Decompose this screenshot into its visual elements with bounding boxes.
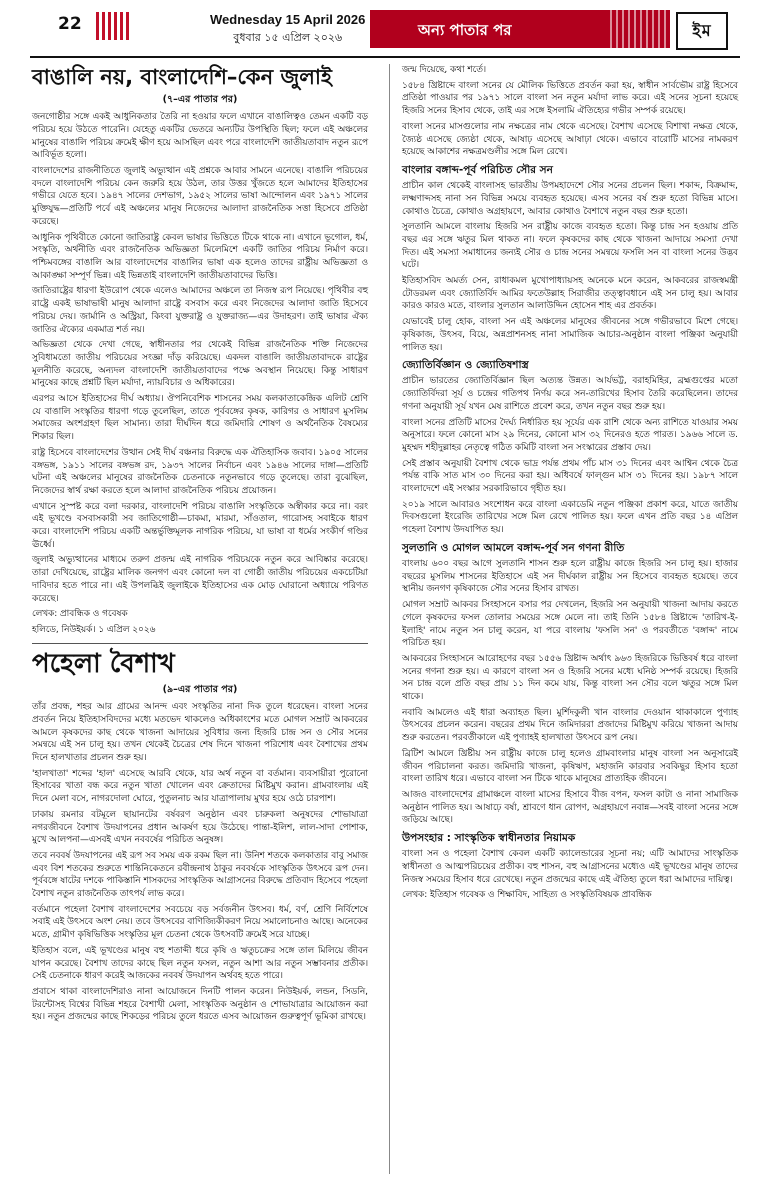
date-english: Wednesday 15 April 2026	[210, 12, 366, 27]
article-paragraph: প্রবাসে থাকা বাংলাদেশিরাও নানা আয়োজনে দিনটি পালন করেন। নিউইয়র্ক, লন্ডন, সিডনি, টরন্টোসহ বিশ্বের বিভিন্ন শহরে বৈশাখী মেলা, সাংস্কৃতিক অনুষ্ঠান ও শোভাযাত্রার আয়োজন করা হয়। নতুন প্রজন্মের কাছে শিকড়ের পরিচয় তুলে ধরতে এসব আয়োজন গুরুত্বপূর্ণ ভূমিকা রাখছে।	[32, 986, 368, 1023]
article-paragraph: যেভাবেই চালু হোক, বাংলা সন এই অঞ্চলের মানুষের জীবনের সঙ্গে গভীরভাবে মিশে গেছে। কৃষিকাজ, উৎসব, বিয়ে, অন্নপ্রাশনসহ নানা সামাজিক আচার-অনুষ্ঠান বাংলা পঞ্জিকা অনুযায়ী পালিত হয়।	[402, 317, 738, 353]
article-paragraph: বাংলাদেশের রাজনীতিতে জুলাই অভ্যুত্থান এই প্রশ্নকে আবার সামনে এনেছে। বাঙালি পরিচয়ের বদলে বাংলাদেশি পরিচয় কেন জরুরি হয়ে উঠল, তার উত্তর খুঁজতে হলে আমাদের ইতিহাসের গভীরে যেতে হবে। ১৯৪৭ সালের দেশভাগ, ১৯৫২ সালের ভাষা আন্দোলন এবং ১৯৭১ সালের মুক্তিযুদ্ধ—প্রতিটি পর্বে এই অঞ্চলের মানুষ নিজেদের আলাদা রাজনৈতিক সত্তা হিসেবে প্রতিষ্ঠা করেছে।	[32, 166, 368, 227]
page-number: 22	[58, 14, 82, 34]
section-banner	[370, 10, 670, 48]
left-column	[32, 64, 368, 1027]
article-paragraph: আকবরের সিংহাসনে আরোহণের বছর ১৫৫৬ খ্রিষ্টাব্দ অর্থাৎ ৯৬৩ হিজরিকে ভিত্তিবর্ষ ধরে বাংলা সনের গণনা শুরু হয়। এ কারণে বাংলা সন ও হিজরি সনের মধ্যে ঘনিষ্ঠ সম্পর্ক রয়েছে। হিজরি সন চান্দ্র বলে প্রতি বছর প্রায় ১১ দিন কমে যায়, কিন্তু বাংলা সন সৌর বলে ঋতুর সঙ্গে মিল থাকে।	[402, 653, 738, 703]
article-paragraph: অভিজ্ঞতা থেকে দেখা গেছে, স্বাধীনতার পর থেকেই বিভিন্ন রাজনৈতিক শক্তি নিজেদের সুবিধামতো জাতীয় পরিচয়ের সংজ্ঞা দাঁড় করিয়েছে। একদল বাঙালি জাতীয়তাবাদকে রাষ্ট্রের মূলনীতি করেছে, অন্যদল বাংলাদেশি জাতীয়তাবাদের পক্ষে অবস্থান নিয়েছে। কিন্তু সাধারণ মানুষের কাছে প্রশ্নটি ছিল মর্যাদা, ন্যায়বিচার ও অধিকারের।	[32, 340, 368, 389]
article-paragraph: ঢাকায় রমনার বটমূলে ছায়ানটের বর্ষবরণ অনুষ্ঠান এবং চারুকলা অনুষদের শোভাযাত্রা নগরজীবনে বৈশাখ উদযাপনের প্রধান আকর্ষণ হয়ে উঠেছে। পান্তা-ইলিশ, লাল-সাদা পোশাক, মুখে আলপনা—এসবই এখন নববর্ষের পরিচিত অনুষঙ্গ।	[32, 809, 368, 846]
article-headline: বাঙালি নয়, বাংলাদেশি–কেন জুলাই	[32, 65, 332, 89]
article-paragraph: 'হালখাতা' শব্দের 'হাল' এসেছে আরবি থেকে, যার অর্থ নতুন বা বর্তমান। ব্যবসায়ীরা পুরোনো হিসাবের খাতা বন্ধ করে নতুন খাতা খোলেন এবং ক্রেতাদের মিষ্টিমুখ করান। গ্রামবাংলায় এই দিনে মেলা বসে, নাগরদোলা ঘোরে, পুতুলনাচ আর যাত্রাপালায় মুখর হয়ে ওঠে চারপাশ।	[32, 768, 368, 805]
subheading: বাংলার বঙ্গাব্দ-পূর্ব পরিচিত সৌর সন	[402, 163, 553, 176]
article-paragraph: জনগোষ্ঠীর সঙ্গে একই আধুনিকতার তৈরি না হওয়ার ফলে এখানে বাঙালিত্বও তেমন একটি বড় পরিচয় হয়ে উঠতে পারেনি। যেহেতু একটির ভেতরে অন্যটির উপস্থিতি ছিল; ফলে এই অঞ্চলের মানুষের বাঙালি পরিচয় ক্রমেই ক্ষীণ হয়ে আসছিল এবং পরে বাংলাদেশি জাতীয়তাবাদ নতুন রূপে আবির্ভূত হলো।	[32, 112, 368, 161]
article-paragraph: জাতিরাষ্ট্রের ধারণা ইউরোপ থেকে এলেও আমাদের অঞ্চলে তা নিজস্ব রূপ নিয়েছে। পৃথিবীর বহু রাষ্ট্রে একই ভাষাভাষী মানুষ আলাদা রাষ্ট্রে বসবাস করে এবং নিজেদের আলাদা জাতি হিসেবে পরিচয় দেয়। জার্মানি ও অস্ট্রিয়া, কিংবা যুক্তরাষ্ট্র ও যুক্তরাজ্য—এর উদাহরণ। তাই ভাষার ঐক্য জাতির ঐক্যের একমাত্র শর্ত নয়।	[32, 286, 368, 335]
article-paragraph: প্রাচীন কাল থেকেই বাংলাসহ ভারতীয় উপমহাদেশে সৌর সনের প্রচলন ছিল। শকাব্দ, বিক্রমাব্দ, লক্ষ্মণাব্দসহ নানা সন বিভিন্ন সময়ে ব্যবহৃত হয়েছে। এসব সনের বর্ষ শুরু হতো বিভিন্ন মাসে। কোথাও চৈত্রে, কোথাও অগ্রহায়ণে, আবার কোথাও বৈশাখে নতুন বছর শুরু হতো।	[402, 181, 738, 217]
article-paragraph: আজও বাংলাদেশের গ্রামাঞ্চলে বাংলা মাসের হিসাবে বীজ বপন, ফসল কাটা ও নানা সামাজিক অনুষ্ঠান পালিত হয়। আষাঢ়ে বর্ষা, শ্রাবণে ধান রোপণ, অগ্রহায়ণে নবান্ন—সবই বাংলা সনের সঙ্গে জড়িয়ে আছে।	[402, 789, 738, 826]
right-column	[402, 64, 738, 905]
article-pohela-boishakh	[32, 648, 368, 1024]
dateline	[210, 12, 365, 48]
continued-note: (৭–এর পাতার পর)	[162, 94, 238, 106]
article-paragraph: মোগল সম্রাট আকবর সিংহাসনে বসার পর দেখলেন, হিজরি সন অনুযায়ী খাজনা আদায় করতে গেলে কৃষকদের ফসল তোলার সময়ের সঙ্গে মেলে না। তাই তিনি ১৫৮৪ খ্রিষ্টাব্দে 'তারিখ-ই-ইলাহি' নামে নতুন সন চালু করেন, যা পরে বাংলায় 'ফসলি সন' ও পরবর্তীতে 'বঙ্গাব্দ' নামে পরিচিত হয়।	[402, 600, 738, 649]
subheading: উপসংহার : সাংস্কৃতিক স্বাধীনতার নিয়ামক	[402, 832, 576, 845]
article-paragraph: ইতিহাসবিদ অমর্ত্য সেন, রাধাকমল মুখোপাধ্যায়সহ অনেকে মনে করেন, আকবরের রাজস্বমন্ত্রী টোডরমল এবং জ্যোতির্বিদ আমির ফতেউল্লাহ সিরাজীর তত্ত্বাবধানে এই সন চালু হয়। আবার কারও কারও মতে, বাংলার সুলতান আলাউদ্দিন হোসেন শাহ এর প্রবর্তক।	[402, 276, 738, 312]
author-line: লেখক: প্রাবন্ধিক ও গবেষক	[32, 609, 128, 620]
article-bangali-noy	[32, 64, 368, 637]
article-paragraph: ১৫৮৪ খ্রিষ্টাব্দে বাংলা সনের যে মৌলিক ভিত্তিতে প্রবর্তন করা হয়, স্বাধীন সার্বভৌম রাষ্ট্র হিসেবে প্রতিষ্ঠা পাওয়ার পর ১৯৭১ সালে বাংলা সন নতুন মর্যাদা লাভ করে। এই সনের সূচনা হয়েছে হিজরি সনের হিসাব থেকে, তাই এর সঙ্গে ইসলামি ঐতিহ্যের গভীর সম্পর্ক রয়েছে।	[402, 80, 738, 117]
continued-note: (৯–এর পাতার পর)	[162, 684, 238, 696]
article-paragraph: ২০১৯ সালে আবারও সংশোধন করে বাংলা একাডেমি নতুন পঞ্জিকা প্রকাশ করে, যাতে জাতীয় দিবসগুলো ইংরেজি তারিখের সঙ্গে মিল রেখে পালিত হয়। ফলে এখন প্রতি বছর ১৪ এপ্রিল পহেলা বৈশাখ উদযাপিত হয়।	[402, 499, 738, 536]
article-paragraph: বাংলা সনের প্রতিটি মাসের দৈর্ঘ্য নির্ধারিত হয় সূর্যের এক রাশি থেকে অন্য রাশিতে যাওয়ার সময় অনুসারে। ফলে কোনো মাস ২৯ দিনের, কোনো মাস ৩২ দিনেরও হতে পারত। ১৯৬৬ সালে ড. মুহম্মদ শহীদুল্লাহর নেতৃত্বে গঠিত কমিটি বাংলা সন সংস্কারের প্রস্তাব দেয়।	[402, 417, 738, 453]
flag-stripes-icon	[96, 12, 130, 40]
article-paragraph: বাংলায় ৬০০ বছর আগে সুলতানি শাসন শুরু হলে রাষ্ট্রীয় কাজে হিজরি সন চালু হয়। হাজার বছরের মুসলিম শাসনের ইতিহাসে এই সন দীর্ঘকাল রাষ্ট্রীয় সন হিসেবে ব্যবহৃত হয়েছে। তবে স্থানীয় জনগণ কৃষিকাজে সৌর সনের হিসাব রাখত।	[402, 559, 738, 595]
article-paragraph: প্রাচীন ভারতের জ্যোতির্বিজ্ঞান ছিল অত্যন্ত উন্নত। আর্যভট্ট, বরাহমিহির, ব্রহ্মগুপ্তের মতো জ্যোতির্বিদরা সূর্য ও চন্দ্রের গতিপথ নির্ণয় করে সন-তারিখের হিসাব তৈরি করেছিলেন। তাদের গণনা অনুযায়ী সূর্য যখন মেষ রাশিতে প্রবেশ করে, তখন নতুন বছর শুরু হয়।	[402, 376, 738, 412]
newspaper-logo: ইম	[676, 12, 728, 50]
article-paragraph: সুলতানি আমলে বাংলায় হিজরি সন রাষ্ট্রীয় কাজে ব্যবহৃত হতো। কিন্তু চান্দ্র সন হওয়ায় প্রতি বছর এর সঙ্গে ঋতুর মিল থাকত না। ফলে কৃষকদের কাছ থেকে খাজনা আদায়ে সমস্যা দেখা দিত। এই সমস্যা সমাধানের জন্যই সৌর ও চান্দ্র সনের সমন্বয়ে ফসলি সন বা বাংলা সনের উদ্ভব ঘটে।	[402, 222, 738, 271]
date-bangla: বুধবার ১৫ এপ্রিল ২০২৬	[233, 31, 343, 44]
article-paragraph: তাঁর প্রবন্ধ, শহর আর গ্রামের আনন্দ এবং সংস্কৃতির নানা দিক তুলে ধরেছেন। বাংলা সনের প্রবর্তন নিয়ে ইতিহাসবিদদের মধ্যে মতভেদ থাকলেও অধিকাংশের মতে মোগল সম্রাট আকবরের আমলে কৃষকদের কাছ থেকে খাজনা আদায়ের সুবিধার জন্য হিজরি চান্দ্র সন ও সৌর সনের সমন্বয়ে এই সন চালু হয়। তখন থেকেই চৈত্রের শেষ দিনে খাজনা পরিশোধ এবং বৈশাখের প্রথম দিনে হালখাতার প্রচলন শুরু হয়।	[32, 702, 368, 763]
article-paragraph: আধুনিক পৃথিবীতে কোনো জাতিরাষ্ট্র কেবল ভাষার ভিত্তিতে টিকে থাকে না। এখানে ভূগোল, ধর্ম, সংস্কৃতি, অর্থনীতি এবং রাজনৈতিক অভিজ্ঞতা মিলেমিশে একটি জাতির পরিচয় নির্মাণ করে। পশ্চিমবঙ্গের বাঙালি আর বাংলাদেশের বাঙালির ভাষা এক হলেও তাদের রাষ্ট্রীয় অভিজ্ঞতা ও আকাঙ্ক্ষা সম্পূর্ণ ভিন্ন। এই ভিন্নতাই বাংলাদেশি জাতীয়তাবাদের ভিত্তি।	[32, 232, 368, 281]
article-paragraph: বাংলা সনের মাসগুলোর নাম নক্ষত্রের নাম থেকে এসেছে। বৈশাখ এসেছে বিশাখা নক্ষত্র থেকে, জ্যৈষ্ঠ এসেছে জ্যেষ্ঠা থেকে, আষাঢ় এসেছে আষাঢ়া থেকে। এভাবে বারোটি মাসের নামকরণ হয়েছে আকাশের নক্ষত্রমণ্ডলীর সঙ্গে মিল রেখে।	[402, 121, 738, 158]
article-paragraph: জন্ম দিয়েছে, কথা শর্তে।	[402, 65, 487, 75]
section-title: অন্য পাতার পর	[418, 21, 512, 39]
page-header	[0, 0, 770, 64]
article-paragraph: এরপর আসে ইতিহাসের দীর্ঘ অধ্যায়। ঔপনিবেশিক শাসনের সময় কলকাতাকেন্দ্রিক এলিট শ্রেণি যে বাঙালি সংস্কৃতির ধারণা গড়ে তুলেছিল, তাতে পূর্ববঙ্গের কৃষক, কারিগর ও সাধারণ মুসলিম সমাজের অংশগ্রহণ ছিল সামান্য। তারা দীর্ঘদিন ধরে জমিদারি শোষণ ও অর্থনৈতিক বৈষম্যের শিকার ছিল।	[32, 394, 368, 443]
article-paragraph: এখানে সুস্পষ্ট করে বলা দরকার, বাংলাদেশি পরিচয় বাঙালি সংস্কৃতিকে অস্বীকার করে না। বরং এই ভূখণ্ডে বসবাসকারী সব জাতিগোষ্ঠী—চাকমা, মারমা, সাঁওতাল, গারোসহ সবাইকে ধারণ করে। বাংলাদেশি পরিচয় একটি অন্তর্ভুক্তিমূলক নাগরিক পরিচয়, যা ভাষা বা ধর্মের সংকীর্ণ গণ্ডির ঊর্ধ্বে।	[32, 501, 368, 550]
source-line: হলিডে, নিউইয়র্ক। ১ এপ্রিল ২০২৬	[32, 624, 156, 635]
article-paragraph: তবে নববর্ষ উদযাপনের এই রূপ সব সময় এক রকম ছিল না। উনিশ শতকে কলকাতার বাবু সমাজ এবং বিশ শতকের শুরুতে শান্তিনিকেতনে রবীন্দ্রনাথ ঠাকুর নববর্ষকে সাংস্কৃতিক উৎসবে রূপ দেন। পূর্ববঙ্গে ষাটের দশকে পাকিস্তানি শাসকদের সাংস্কৃতিক আগ্রাসনের বিরুদ্ধে প্রতিবাদ হিসেবে পহেলা বৈশাখ নতুন রাজনৈতিক তাৎপর্য লাভ করে।	[32, 850, 368, 900]
subheading: জ্যোতির্বিজ্ঞান ও জ্যোতিষশাস্ত্র	[402, 359, 529, 372]
banner-stripes-icon	[610, 10, 670, 48]
article-paragraph: বাংলা সন ও পহেলা বৈশাখ কেবল একটি ক্যালেন্ডারের সূচনা নয়; এটি আমাদের সাংস্কৃতিক স্বাধীনতা ও আত্মপরিচয়ের প্রতীক। বহু শাসন, বহু আগ্রাসনের মধ্যেও এই ভূখণ্ডের মানুষ তাদের নিজস্ব সময়ের হিসাব ধরে রেখেছে। নতুন প্রজন্মের কাছে এই ঐতিহ্য তুলে ধরা আমাদের দায়িত্ব।	[402, 849, 738, 885]
column-divider	[389, 64, 390, 1174]
author-line: লেখক: ইতিহাস গবেষক ও শিক্ষাবিদ, সাহিত্য ও সংস্কৃতিবিষয়ক প্রাবন্ধিক	[402, 890, 652, 901]
article-paragraph: ইতিহাস বলে, এই ভূখণ্ডের মানুষ বহু শতাব্দী ধরে কৃষি ও ঋতুচক্রের সঙ্গে তাল মিলিয়ে জীবন যাপন করেছে। বৈশাখ তাদের কাছে ছিল নতুন ফসল, নতুন আশা আর নতুন সম্ভাবনার প্রতীক। সেই চেতনাকে ধারণ করেই আজকের নববর্ষ উদযাপন অর্থবহ হতে পারে।	[32, 945, 368, 982]
article-paragraph: নবাবি আমলেও এই ধারা অব্যাহত ছিল। মুর্শিদকুলী খান বাংলার দেওয়ান থাকাকালে পুণ্যাহ উৎসবের প্রচলন করেন। বছরের প্রথম দিনে জমিদাররা প্রজাদের মিষ্টিমুখ করিয়ে খাজনা আদায় শুরু করতেন। পরবর্তীকালে এই পুণ্যাহই হালখাতা উৎসবে রূপ নেয়।	[402, 707, 738, 744]
subheading: সুলতানি ও মোগল আমলে বঙ্গাব্দ-পূর্ব সন গণনা রীতি	[402, 541, 625, 554]
article-paragraph: রাষ্ট্র হিসেবে বাংলাদেশের উত্থান সেই দীর্ঘ বঞ্চনার বিরুদ্ধে এক ঐতিহাসিক জবাব। ১৯০৫ সালের বঙ্গভঙ্গ, ১৯১১ সালের বঙ্গভঙ্গ রদ, ১৯৩৭ সালের নির্বাচন এবং ১৯৪৬ সালের দাঙ্গা—প্রতিটি ঘটনা এই অঞ্চলের মানুষের রাজনৈতিক চেতনাকে নতুনভাবে গড়ে তুলেছে। তারা বুঝেছিল, নিজেদের স্বার্থ রক্ষা করতে হলে আলাদা রাজনৈতিক পরিচয় প্রয়োজন।	[32, 447, 368, 496]
article-separator	[32, 643, 368, 644]
article-paragraph: বর্তমানে পহেলা বৈশাখ বাংলাদেশের সবচেয়ে বড় সর্বজনীন উৎসব। ধর্ম, বর্ণ, শ্রেণি নির্বিশেষে সবাই এই উৎসবে অংশ নেয়। তবে উৎসবের বাণিজ্যিকীকরণ নিয়ে সমালোচনাও আছে। অনেকের মতে, গ্রামীণ কৃষিভিত্তিক সংস্কৃতির মূল চেতনা থেকে উৎসবটি ক্রমেই সরে যাচ্ছে।	[32, 904, 368, 941]
article-paragraph: ব্রিটিশ আমলে খ্রিষ্টীয় সন রাষ্ট্রীয় কাজে চালু হলেও গ্রামবাংলার মানুষ বাংলা সন অনুসারেই জীবন পরিচালনা করত। জমিদারি খাজনা, কৃষিঋণ, মহাজনি কারবার সবকিছুর হিসাব হতো বাংলা তারিখ ধরে। এভাবে বাংলা সন টিকে থাকে মানুষের প্রাত্যহিক জীবনে।	[402, 748, 738, 785]
header-divider	[30, 56, 740, 58]
article-paragraph: সেই প্রস্তাব অনুযায়ী বৈশাখ থেকে ভাদ্র পর্যন্ত প্রথম পাঁচ মাস ৩১ দিনের এবং আশ্বিন থেকে চৈত্র পর্যন্ত বাকি সাত মাস ৩০ দিনের করা হয়। অধিবর্ষে ফাল্গুন মাস ৩১ দিনের হয়। ১৯৮৭ সালে বাংলাদেশে এই সংস্কার সরকারিভাবে গৃহীত হয়।	[402, 458, 738, 495]
article-headline: পহেলা বৈশাখ	[32, 648, 175, 679]
article-paragraph: জুলাই অভ্যুত্থানের মাধ্যমে তরুণ প্রজন্ম এই নাগরিক পরিচয়কে নতুন করে আবিষ্কার করেছে। তারা দেখিয়েছে, রাষ্ট্রের মালিক জনগণ এবং কোনো দল বা গোষ্ঠী জাতীয় পরিচয়ের একচেটিয়া দাবিদার হতে পারে না। এই উপলব্ধিই জুলাইকে ইতিহাসের এক মোড় ঘোরানো অধ্যায়ে পরিণত করেছে।	[32, 555, 368, 604]
